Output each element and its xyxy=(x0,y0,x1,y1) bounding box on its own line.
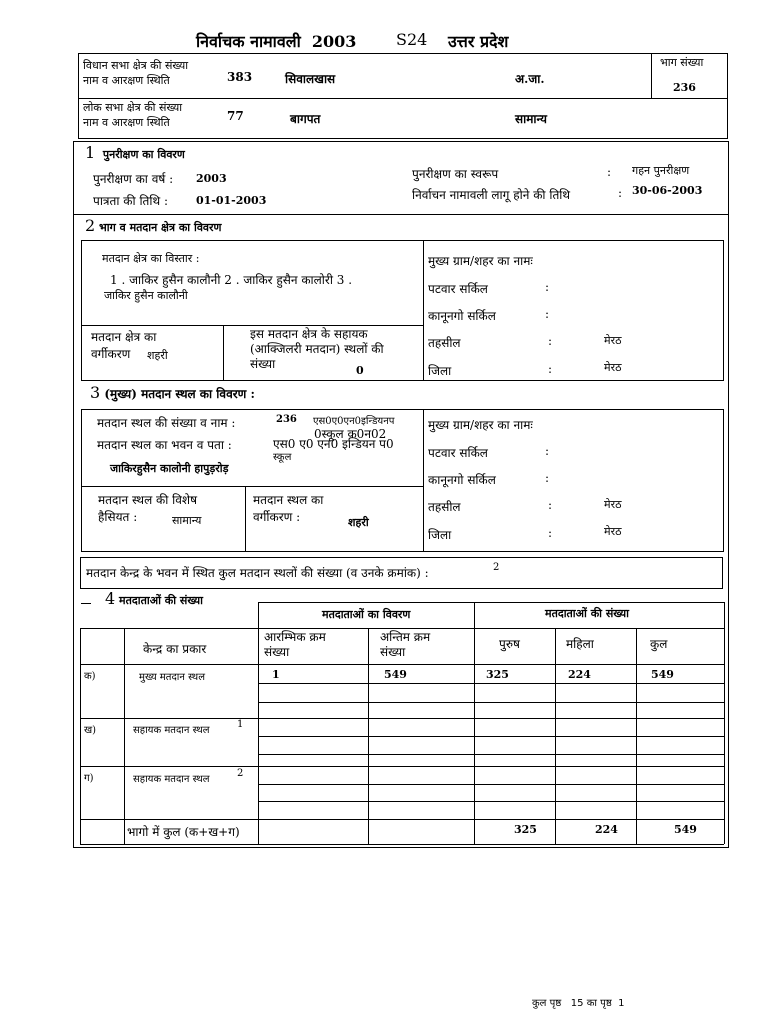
state-code: S24 xyxy=(396,30,428,49)
center-type-header: केन्द्र का प्रकार xyxy=(143,642,207,656)
colon: : xyxy=(607,165,612,179)
assembly-label: विधान सभा क्षेत्र की संख्या नाम व आरक्षण स्थिति xyxy=(83,59,189,87)
eligibility-date: 01-01-2003 xyxy=(196,194,267,207)
grand-total-label: भागो में कुल (क+ख+ग) xyxy=(127,825,240,839)
row-male: 325 xyxy=(486,668,509,681)
colon: : xyxy=(618,186,623,200)
station-name-line-2: 0स्कूल क0न02 xyxy=(314,427,387,441)
station-tehsil-value: मेरठ xyxy=(604,498,622,511)
state-name: उत्तर प्रदेश xyxy=(448,32,509,51)
section-1-heading: 1 पुनरीक्षण का विवरण xyxy=(85,143,185,162)
row-center-type: मुख्य मतदान स्थल xyxy=(139,672,205,683)
lok-sabha-name: बागपत xyxy=(290,112,321,126)
station-classification: शहरी xyxy=(348,516,369,529)
total-header: कुल xyxy=(650,637,668,651)
revision-year-label: पुनरीक्षण का वर्ष : xyxy=(93,172,174,186)
colon: : xyxy=(545,307,550,321)
patwari-circle-label: पटवार सर्किल xyxy=(428,282,488,296)
row-end-serial: 549 xyxy=(384,668,407,681)
main-village-label: मुख्य ग्राम/शहर का नामः xyxy=(428,254,533,268)
section-3-heading: 3 (मुख्य) मतदान स्थल का विवरण : xyxy=(90,383,255,402)
revision-type: गहन पुनरीक्षण xyxy=(632,164,690,177)
colon: : xyxy=(545,280,550,294)
row-center-type: सहायक मतदान स्थल xyxy=(133,774,210,785)
assembly-name: सिवालखास xyxy=(285,72,336,86)
station-district-value: मेरठ xyxy=(604,525,622,538)
row-superscript: 2 xyxy=(237,768,244,779)
assembly-reservation: अ.जा. xyxy=(515,72,545,86)
auxiliary-stations-count: 0 xyxy=(356,364,364,377)
row-total: 549 xyxy=(651,668,674,681)
station-district-label: जिला xyxy=(428,528,452,542)
voter-count-header: मतदाताओं की संख्या xyxy=(545,607,629,620)
area-extent-line-1: 1 . जाकिर हुसैन कालौनी 2 . जाकिर हुसैन कालोरी 3 . xyxy=(110,273,353,287)
station-building-line-1: एस0 ए0 एन0 इन्डियन प0 xyxy=(273,437,394,451)
voter-details-header: मतदाताओं का विवरण xyxy=(322,608,411,621)
revision-type-label: पुनरीक्षण का स्वरूप xyxy=(412,167,499,181)
tehsil-value: मेरठ xyxy=(604,334,622,347)
station-building-line-2: स्कूल xyxy=(273,452,292,463)
male-header: पुरुष xyxy=(499,637,520,651)
section-4-heading: 4 मतदाताओं की संख्या xyxy=(105,589,203,608)
grand-total-total: 549 xyxy=(674,823,697,836)
revision-year: 2003 xyxy=(196,172,227,185)
kanungo-circle-label: कानूनगो सर्किल xyxy=(428,309,496,323)
row-start-serial: 1 xyxy=(272,668,280,681)
lok-sabha-number: 77 xyxy=(227,109,244,123)
station-kanungo-label: कानूनगो सर्किल xyxy=(428,473,496,487)
colon: : xyxy=(545,471,550,485)
row-center-type: सहायक मतदान स्थल xyxy=(133,725,210,736)
station-number: 236 xyxy=(276,414,297,425)
total-stations-label: मतदान केन्द्र के भवन में स्थित कुल मतदान स्थलों की संख्या (व उनके क्रमांक) : xyxy=(86,566,429,580)
row-marker: ख) xyxy=(84,725,97,736)
section-2-heading: 2 भाग व मतदान क्षेत्र का विवरण xyxy=(85,216,222,235)
tehsil-label: तहसील xyxy=(428,336,461,350)
station-special-status-label: मतदान स्थल की विशेष हैसियत : xyxy=(98,493,198,524)
station-classification-label: मतदान स्थल का वर्गीकरण : xyxy=(253,493,324,524)
row-marker: ग) xyxy=(84,773,94,784)
station-address: जाकिरहुसैन कालोनी हापुड़रोड़ xyxy=(110,462,229,475)
effective-date-label: निर्वाचन नामावली लागू होने की तिथि xyxy=(412,188,571,202)
page-footer: कुल पृष्ठ 15 का पृष्ठ 1 xyxy=(532,998,625,1009)
effective-date: 30-06-2003 xyxy=(632,184,703,197)
lok-sabha-reservation: सामान्य xyxy=(515,112,548,126)
part-number: 236 xyxy=(673,81,696,94)
row-superscript: 1 xyxy=(237,719,244,730)
station-special-status: सामान्य xyxy=(172,514,202,527)
row-female: 224 xyxy=(568,668,591,681)
colon: : xyxy=(548,526,553,540)
colon: : xyxy=(548,334,553,348)
row-marker: क) xyxy=(84,671,96,682)
station-main-village-label: मुख्य ग्राम/शहर का नामः xyxy=(428,418,533,432)
end-serial-header: अन्तिम क्रम संख्या xyxy=(380,630,431,659)
area-extent-label: मतदान क्षेत्र का विस्तार : xyxy=(102,252,200,265)
colon: : xyxy=(548,362,553,376)
female-header: महिला xyxy=(566,637,594,651)
station-building-label: मतदान स्थल का भवन व पता : xyxy=(97,438,232,452)
total-stations-value: 2 xyxy=(493,562,500,573)
assembly-number: 383 xyxy=(227,70,253,84)
document-title: निर्वाचक नामावली 2003 xyxy=(196,32,357,51)
colon: : xyxy=(548,498,553,512)
station-name-line-1: एस0ए0एन0इन्डियनप xyxy=(313,416,395,427)
station-patwari-label: पटवार सर्किल xyxy=(428,446,488,460)
district-label: जिला xyxy=(428,364,452,378)
part-number-label: भाग संख्या xyxy=(660,56,704,69)
area-extent-line-2: जाकिर हुसैन कालौनी xyxy=(104,289,188,302)
lok-sabha-label: लोक सभा क्षेत्र की संख्या नाम व आरक्षण स्थिति xyxy=(83,101,183,129)
district-value: मेरठ xyxy=(604,361,622,374)
start-serial-header: आरम्भिक क्रम संख्या xyxy=(264,630,326,659)
colon: : xyxy=(545,444,550,458)
auxiliary-stations-label: इस मतदान क्षेत्र के सहायक (आक्जिलरी मतदान) स्थलों की संख्या xyxy=(250,327,384,371)
grand-total-female: 224 xyxy=(595,823,618,836)
grand-total-male: 325 xyxy=(514,823,537,836)
area-classification-label: मतदान क्षेत्र का वर्गीकरण xyxy=(91,330,157,361)
station-tehsil-label: तहसील xyxy=(428,500,461,514)
area-classification: शहरी xyxy=(147,349,168,362)
eligibility-date-label: पात्रता की तिथि : xyxy=(93,194,169,208)
station-number-name-label: मतदान स्थल की संख्या व नाम : xyxy=(97,416,236,430)
